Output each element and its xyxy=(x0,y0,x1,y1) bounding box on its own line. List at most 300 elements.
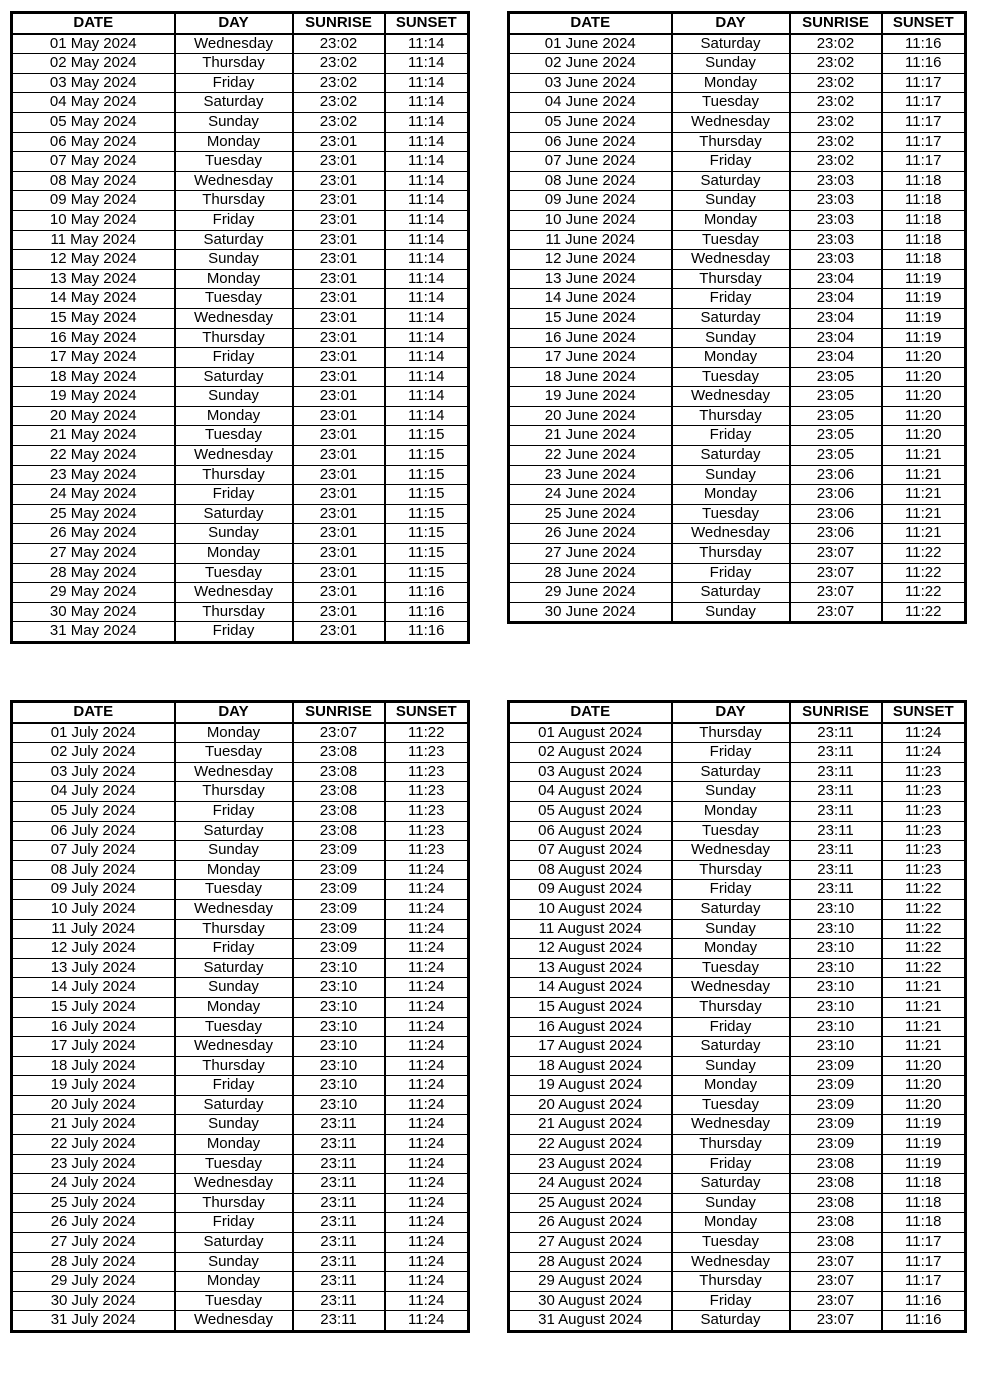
table-row xyxy=(12,485,469,505)
sunrise-cell: 23:01 xyxy=(293,446,385,466)
sunrise-cell: 23:09 xyxy=(293,919,385,939)
sunrise-cell: 23:05 xyxy=(790,367,882,387)
table-row xyxy=(12,210,469,230)
day-cell: Thursday xyxy=(672,132,790,152)
date-cell: 30 August 2024 xyxy=(509,1291,672,1311)
day-cell: Sunday xyxy=(672,602,790,623)
sunset-cell: 11:20 xyxy=(882,1056,966,1076)
day-cell: Tuesday xyxy=(672,821,790,841)
date-cell: 18 May 2024 xyxy=(12,367,175,387)
table-row xyxy=(509,1017,966,1037)
day-cell: Friday xyxy=(672,880,790,900)
sunset-cell: 11:24 xyxy=(385,1174,469,1194)
table-row xyxy=(509,1037,966,1057)
day-cell: Tuesday xyxy=(175,563,293,583)
date-cell: 09 July 2024 xyxy=(12,880,175,900)
sunrise-cell: 23:08 xyxy=(790,1174,882,1194)
table-row xyxy=(12,563,469,583)
day-cell: Wednesday xyxy=(175,762,293,782)
sunset-cell: 11:18 xyxy=(882,191,966,211)
sunset-cell: 11:18 xyxy=(882,230,966,250)
sunrise-cell: 23:02 xyxy=(790,93,882,113)
sunrise-cell: 23:11 xyxy=(293,1174,385,1194)
sunset-cell: 11:14 xyxy=(385,93,469,113)
date-cell: 02 May 2024 xyxy=(12,54,175,74)
table-row xyxy=(12,939,469,959)
date-cell: 15 June 2024 xyxy=(509,308,672,328)
sunset-cell: 11:17 xyxy=(882,73,966,93)
table-row xyxy=(12,387,469,407)
sunset-cell: 11:23 xyxy=(385,762,469,782)
sunset-cell: 11:15 xyxy=(385,563,469,583)
header-date: DATE xyxy=(12,13,175,34)
sunset-cell: 11:14 xyxy=(385,132,469,152)
table-header-row xyxy=(509,702,966,723)
sunset-cell: 11:16 xyxy=(882,1291,966,1311)
day-cell: Friday xyxy=(175,1213,293,1233)
table-row xyxy=(509,880,966,900)
date-cell: 17 May 2024 xyxy=(12,348,175,368)
sunset-cell: 11:19 xyxy=(882,269,966,289)
sunrise-cell: 23:08 xyxy=(790,1193,882,1213)
date-cell: 27 June 2024 xyxy=(509,544,672,564)
date-cell: 06 May 2024 xyxy=(12,132,175,152)
table-row xyxy=(509,387,966,407)
date-cell: 09 May 2024 xyxy=(12,191,175,211)
sunset-cell: 11:14 xyxy=(385,73,469,93)
table-row xyxy=(12,782,469,802)
day-cell: Wednesday xyxy=(672,1115,790,1135)
sunrise-cell: 23:10 xyxy=(293,1056,385,1076)
day-cell: Wednesday xyxy=(175,446,293,466)
day-cell: Sunday xyxy=(175,978,293,998)
date-cell: 17 August 2024 xyxy=(509,1037,672,1057)
sunset-cell: 11:23 xyxy=(882,782,966,802)
sunrise-cell: 23:02 xyxy=(293,54,385,74)
sunset-cell: 11:16 xyxy=(385,602,469,622)
sunrise-cell: 23:11 xyxy=(293,1213,385,1233)
date-cell: 23 August 2024 xyxy=(509,1154,672,1174)
day-cell: Tuesday xyxy=(672,1233,790,1253)
table-row xyxy=(509,919,966,939)
date-cell: 13 August 2024 xyxy=(509,958,672,978)
day-cell: Saturday xyxy=(175,1095,293,1115)
table-header-row xyxy=(509,13,966,34)
date-cell: 14 June 2024 xyxy=(509,289,672,309)
date-cell: 23 May 2024 xyxy=(12,465,175,485)
sunrise-cell: 23:02 xyxy=(790,132,882,152)
sunrise-cell: 23:01 xyxy=(293,583,385,603)
date-cell: 24 June 2024 xyxy=(509,485,672,505)
date-cell: 04 August 2024 xyxy=(509,782,672,802)
day-cell: Wednesday xyxy=(672,524,790,544)
day-cell: Saturday xyxy=(672,446,790,466)
sunset-cell: 11:14 xyxy=(385,387,469,407)
date-cell: 04 July 2024 xyxy=(12,782,175,802)
sunrise-cell: 23:10 xyxy=(293,997,385,1017)
table-row xyxy=(509,1135,966,1155)
table-row xyxy=(509,1076,966,1096)
table-row xyxy=(12,880,469,900)
table-row xyxy=(509,308,966,328)
date-cell: 02 July 2024 xyxy=(12,743,175,763)
sunrise-cell: 23:10 xyxy=(293,1037,385,1057)
day-cell: Saturday xyxy=(672,762,790,782)
sunrise-cell: 23:09 xyxy=(790,1135,882,1155)
date-cell: 17 June 2024 xyxy=(509,348,672,368)
day-cell: Thursday xyxy=(175,1056,293,1076)
day-cell: Saturday xyxy=(175,958,293,978)
sunset-cell: 11:16 xyxy=(882,54,966,74)
sunset-cell: 11:14 xyxy=(385,348,469,368)
table-row xyxy=(509,997,966,1017)
date-cell: 07 June 2024 xyxy=(509,152,672,172)
day-cell: Friday xyxy=(672,426,790,446)
table-row xyxy=(509,1056,966,1076)
sunset-cell: 11:21 xyxy=(882,465,966,485)
sunset-cell: 11:20 xyxy=(882,348,966,368)
date-cell: 29 August 2024 xyxy=(509,1272,672,1292)
date-cell: 13 July 2024 xyxy=(12,958,175,978)
table-row xyxy=(509,939,966,959)
sunset-cell: 11:14 xyxy=(385,406,469,426)
table-row xyxy=(12,1115,469,1135)
sunset-cell: 11:17 xyxy=(882,1252,966,1272)
day-cell: Sunday xyxy=(175,250,293,270)
day-cell: Wednesday xyxy=(175,1174,293,1194)
sunset-cell: 11:24 xyxy=(385,1272,469,1292)
sunset-cell: 11:14 xyxy=(385,269,469,289)
table-row xyxy=(12,1233,469,1253)
date-cell: 16 May 2024 xyxy=(12,328,175,348)
day-cell: Sunday xyxy=(672,54,790,74)
header-sunrise: SUNRISE xyxy=(293,13,385,34)
sunrise-cell: 23:09 xyxy=(293,939,385,959)
table-row xyxy=(12,1311,469,1332)
date-cell: 27 May 2024 xyxy=(12,544,175,564)
sunrise-cell: 23:09 xyxy=(293,899,385,919)
date-cell: 19 July 2024 xyxy=(12,1076,175,1096)
day-cell: Saturday xyxy=(175,367,293,387)
table-row xyxy=(12,171,469,191)
sunrise-cell: 23:05 xyxy=(790,387,882,407)
day-cell: Sunday xyxy=(672,919,790,939)
sunrise-cell: 23:10 xyxy=(790,1017,882,1037)
sunset-cell: 11:24 xyxy=(385,1017,469,1037)
table-row xyxy=(509,899,966,919)
date-cell: 25 June 2024 xyxy=(509,504,672,524)
sunrise-cell: 23:01 xyxy=(293,602,385,622)
table-row xyxy=(12,269,469,289)
sunset-cell: 11:14 xyxy=(385,308,469,328)
date-cell: 21 May 2024 xyxy=(12,426,175,446)
sunset-cell: 11:20 xyxy=(882,1095,966,1115)
date-cell: 15 August 2024 xyxy=(509,997,672,1017)
day-cell: Sunday xyxy=(175,1252,293,1272)
date-cell: 09 August 2024 xyxy=(509,880,672,900)
sunrise-cell: 23:04 xyxy=(790,348,882,368)
table-row xyxy=(12,860,469,880)
date-cell: 14 July 2024 xyxy=(12,978,175,998)
date-cell: 06 August 2024 xyxy=(509,821,672,841)
day-cell: Saturday xyxy=(672,171,790,191)
sunset-cell: 11:24 xyxy=(385,1154,469,1174)
sunrise-cell: 23:11 xyxy=(293,1193,385,1213)
header-sunset: SUNSET xyxy=(882,13,966,34)
sunrise-cell: 23:08 xyxy=(293,782,385,802)
sunrise-cell: 23:07 xyxy=(790,1291,882,1311)
sunrise-cell: 23:02 xyxy=(293,112,385,132)
day-cell: Thursday xyxy=(672,860,790,880)
sunrise-cell: 23:08 xyxy=(293,821,385,841)
sunrise-cell: 23:01 xyxy=(293,348,385,368)
date-cell: 07 May 2024 xyxy=(12,152,175,172)
sunrise-cell: 23:11 xyxy=(293,1135,385,1155)
sunset-cell: 11:14 xyxy=(385,54,469,74)
day-cell: Tuesday xyxy=(175,426,293,446)
table-row xyxy=(12,73,469,93)
sunrise-cell: 23:01 xyxy=(293,367,385,387)
table-row xyxy=(12,899,469,919)
sunrise-cell: 23:08 xyxy=(293,743,385,763)
sunrise-cell: 23:11 xyxy=(790,782,882,802)
table-row xyxy=(509,762,966,782)
day-cell: Sunday xyxy=(175,387,293,407)
sunset-cell: 11:16 xyxy=(385,622,469,643)
day-cell: Tuesday xyxy=(672,93,790,113)
table-row xyxy=(509,406,966,426)
sunset-cell: 11:24 xyxy=(385,1193,469,1213)
date-cell: 02 June 2024 xyxy=(509,54,672,74)
day-cell: Monday xyxy=(672,73,790,93)
day-cell: Saturday xyxy=(672,1037,790,1057)
sunrise-cell: 23:01 xyxy=(293,269,385,289)
sunrise-cell: 23:11 xyxy=(293,1252,385,1272)
sunset-cell: 11:17 xyxy=(882,1272,966,1292)
table-row xyxy=(12,93,469,113)
table-row xyxy=(509,563,966,583)
table-row xyxy=(12,308,469,328)
sunset-cell: 11:14 xyxy=(385,152,469,172)
date-cell: 21 June 2024 xyxy=(509,426,672,446)
sunset-cell: 11:21 xyxy=(882,446,966,466)
header-sunrise: SUNRISE xyxy=(293,702,385,723)
sunrise-cell: 23:01 xyxy=(293,308,385,328)
table-row xyxy=(509,367,966,387)
table-row xyxy=(12,544,469,564)
date-cell: 03 June 2024 xyxy=(509,73,672,93)
table-row xyxy=(12,1174,469,1194)
table-row xyxy=(12,723,469,743)
date-cell: 10 August 2024 xyxy=(509,899,672,919)
table-row xyxy=(509,93,966,113)
table-row xyxy=(509,152,966,172)
day-cell: Tuesday xyxy=(672,504,790,524)
day-cell: Tuesday xyxy=(672,230,790,250)
table-row xyxy=(12,230,469,250)
table-row xyxy=(12,602,469,622)
day-cell: Monday xyxy=(175,997,293,1017)
table-row xyxy=(12,958,469,978)
day-cell: Monday xyxy=(175,269,293,289)
day-cell: Monday xyxy=(672,1213,790,1233)
sunrise-cell: 23:01 xyxy=(293,465,385,485)
day-cell: Tuesday xyxy=(175,743,293,763)
date-cell: 27 August 2024 xyxy=(509,1233,672,1253)
sunrise-cell: 23:07 xyxy=(790,1311,882,1332)
sunset-cell: 11:19 xyxy=(882,308,966,328)
date-cell: 02 August 2024 xyxy=(509,743,672,763)
day-cell: Thursday xyxy=(672,1135,790,1155)
sunset-cell: 11:22 xyxy=(882,939,966,959)
sunrise-cell: 23:07 xyxy=(790,583,882,603)
table-row xyxy=(12,841,469,861)
table-row xyxy=(509,230,966,250)
date-cell: 03 July 2024 xyxy=(12,762,175,782)
date-cell: 10 July 2024 xyxy=(12,899,175,919)
day-cell: Wednesday xyxy=(672,387,790,407)
sunrise-cell: 23:06 xyxy=(790,465,882,485)
day-cell: Sunday xyxy=(175,841,293,861)
table-row xyxy=(509,583,966,603)
day-cell: Thursday xyxy=(175,602,293,622)
date-cell: 01 July 2024 xyxy=(12,723,175,743)
date-cell: 26 May 2024 xyxy=(12,524,175,544)
sunset-cell: 11:24 xyxy=(385,1291,469,1311)
day-cell: Friday xyxy=(672,1291,790,1311)
sunset-cell: 11:23 xyxy=(385,841,469,861)
table-row xyxy=(12,191,469,211)
day-cell: Wednesday xyxy=(175,34,293,54)
sunrise-cell: 23:01 xyxy=(293,524,385,544)
day-cell: Saturday xyxy=(175,93,293,113)
sunset-cell: 11:16 xyxy=(882,34,966,54)
sunrise-cell: 23:09 xyxy=(790,1115,882,1135)
sunrise-cell: 23:09 xyxy=(293,860,385,880)
header-sunset: SUNSET xyxy=(882,702,966,723)
sunrise-cell: 23:10 xyxy=(790,958,882,978)
sunset-cell: 11:24 xyxy=(385,1037,469,1057)
sunset-cell: 11:23 xyxy=(882,821,966,841)
date-cell: 20 July 2024 xyxy=(12,1095,175,1115)
date-cell: 24 July 2024 xyxy=(12,1174,175,1194)
date-cell: 25 May 2024 xyxy=(12,504,175,524)
date-cell: 12 August 2024 xyxy=(509,939,672,959)
table-row xyxy=(509,1311,966,1332)
day-cell: Tuesday xyxy=(175,880,293,900)
table-row xyxy=(509,426,966,446)
sunrise-cell: 23:11 xyxy=(293,1291,385,1311)
day-cell: Thursday xyxy=(175,919,293,939)
date-cell: 22 June 2024 xyxy=(509,446,672,466)
sunset-cell: 11:22 xyxy=(385,723,469,743)
sunrise-cell: 23:09 xyxy=(790,1056,882,1076)
table-row xyxy=(509,821,966,841)
day-cell: Saturday xyxy=(672,34,790,54)
date-cell: 11 June 2024 xyxy=(509,230,672,250)
date-cell: 08 July 2024 xyxy=(12,860,175,880)
header-sunset: SUNSET xyxy=(385,702,469,723)
sunset-cell: 11:15 xyxy=(385,504,469,524)
date-cell: 05 May 2024 xyxy=(12,112,175,132)
date-cell: 10 June 2024 xyxy=(509,210,672,230)
table-row xyxy=(509,269,966,289)
sunset-cell: 11:14 xyxy=(385,250,469,270)
sunrise-cell: 23:07 xyxy=(790,1272,882,1292)
date-cell: 27 July 2024 xyxy=(12,1233,175,1253)
day-cell: Sunday xyxy=(672,1193,790,1213)
table-row xyxy=(509,132,966,152)
sunset-cell: 11:24 xyxy=(385,1252,469,1272)
date-cell: 21 July 2024 xyxy=(12,1115,175,1135)
sunset-cell: 11:17 xyxy=(882,93,966,113)
day-cell: Wednesday xyxy=(672,978,790,998)
sunrise-cell: 23:04 xyxy=(790,289,882,309)
table-row xyxy=(12,622,469,643)
day-cell: Thursday xyxy=(672,544,790,564)
sunset-cell: 11:18 xyxy=(882,210,966,230)
table-row xyxy=(509,1213,966,1233)
sunrise-table-august xyxy=(507,700,967,1333)
date-cell: 05 August 2024 xyxy=(509,801,672,821)
day-cell: Saturday xyxy=(672,899,790,919)
day-cell: Tuesday xyxy=(672,958,790,978)
sunrise-cell: 23:07 xyxy=(790,544,882,564)
day-cell: Thursday xyxy=(672,997,790,1017)
day-cell: Monday xyxy=(672,210,790,230)
sunrise-cell: 23:11 xyxy=(790,762,882,782)
day-cell: Monday xyxy=(175,723,293,743)
sunrise-cell: 23:06 xyxy=(790,524,882,544)
table-row xyxy=(12,1017,469,1037)
sunrise-table-may xyxy=(10,11,470,644)
date-cell: 06 July 2024 xyxy=(12,821,175,841)
date-cell: 05 June 2024 xyxy=(509,112,672,132)
table-row xyxy=(12,328,469,348)
sunrise-cell: 23:05 xyxy=(790,406,882,426)
table-row xyxy=(509,348,966,368)
header-sunrise: SUNRISE xyxy=(790,702,882,723)
day-cell: Monday xyxy=(672,1076,790,1096)
day-cell: Monday xyxy=(175,406,293,426)
day-cell: Thursday xyxy=(175,191,293,211)
day-cell: Thursday xyxy=(672,723,790,743)
sunrise-cell: 23:03 xyxy=(790,191,882,211)
table-row xyxy=(12,524,469,544)
day-cell: Sunday xyxy=(175,1115,293,1135)
table-row xyxy=(509,1174,966,1194)
sunset-cell: 11:18 xyxy=(882,250,966,270)
date-cell: 28 May 2024 xyxy=(12,563,175,583)
sunrise-cell: 23:01 xyxy=(293,426,385,446)
sunset-cell: 11:15 xyxy=(385,446,469,466)
sunrise-cell: 23:11 xyxy=(790,880,882,900)
sunrise-cell: 23:10 xyxy=(790,919,882,939)
table-row xyxy=(509,1252,966,1272)
sunrise-table-july xyxy=(10,700,470,1333)
table-row xyxy=(509,73,966,93)
day-cell: Monday xyxy=(672,485,790,505)
sunrise-cell: 23:11 xyxy=(790,801,882,821)
date-cell: 19 August 2024 xyxy=(509,1076,672,1096)
table-row xyxy=(509,978,966,998)
sunrise-cell: 23:01 xyxy=(293,191,385,211)
sunset-cell: 11:22 xyxy=(882,602,966,623)
table-row xyxy=(509,544,966,564)
sunset-cell: 11:15 xyxy=(385,544,469,564)
sunrise-cell: 23:07 xyxy=(790,602,882,623)
table-row xyxy=(12,743,469,763)
